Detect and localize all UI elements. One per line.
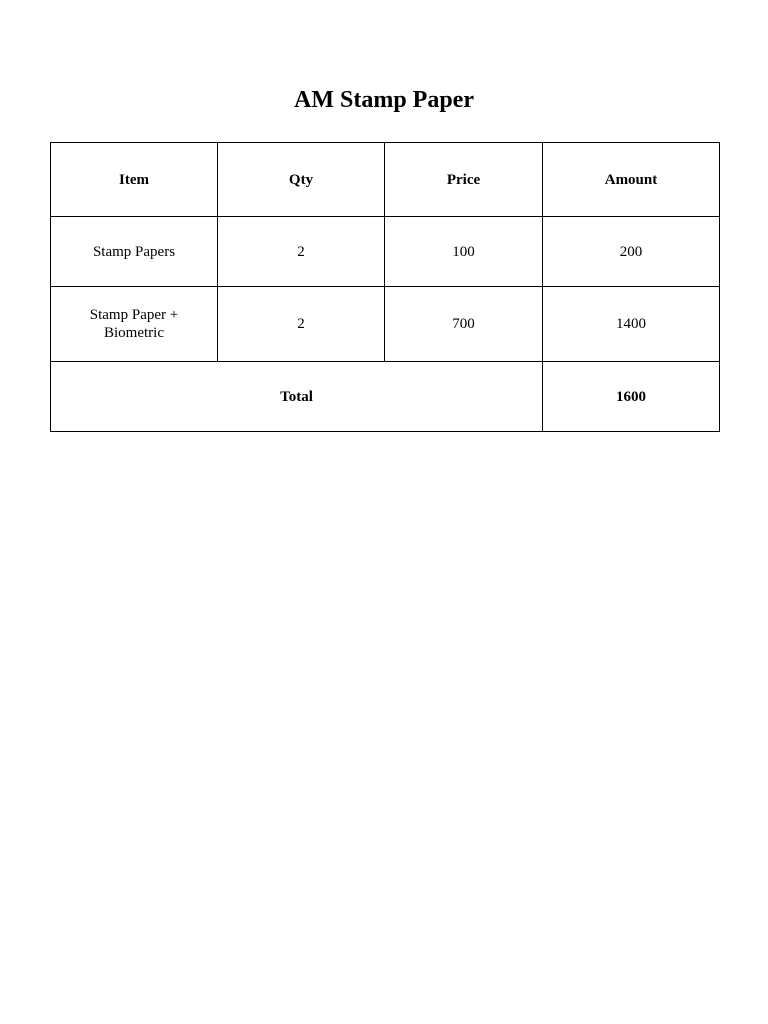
cell-item: Stamp Paper + Biometric — [51, 287, 218, 362]
cell-amount: 1400 — [543, 287, 720, 362]
total-label: Total — [51, 362, 543, 432]
header-item: Item — [51, 143, 218, 217]
table-header-row — [51, 143, 720, 217]
page-title: AM Stamp Paper — [294, 87, 474, 113]
header-amount: Amount — [543, 143, 720, 217]
total-amount: 1600 — [543, 362, 720, 432]
cell-qty: 2 — [218, 217, 385, 287]
header-qty: Qty — [218, 143, 385, 217]
invoice-table — [50, 142, 720, 432]
cell-qty: 2 — [218, 287, 385, 362]
cell-item: Stamp Papers — [51, 217, 218, 287]
table-row — [51, 287, 720, 362]
table-row — [51, 217, 720, 287]
cell-amount: 200 — [543, 217, 720, 287]
cell-price: 700 — [385, 287, 543, 362]
total-row — [51, 362, 720, 432]
cell-price: 100 — [385, 217, 543, 287]
header-price: Price — [385, 143, 543, 217]
